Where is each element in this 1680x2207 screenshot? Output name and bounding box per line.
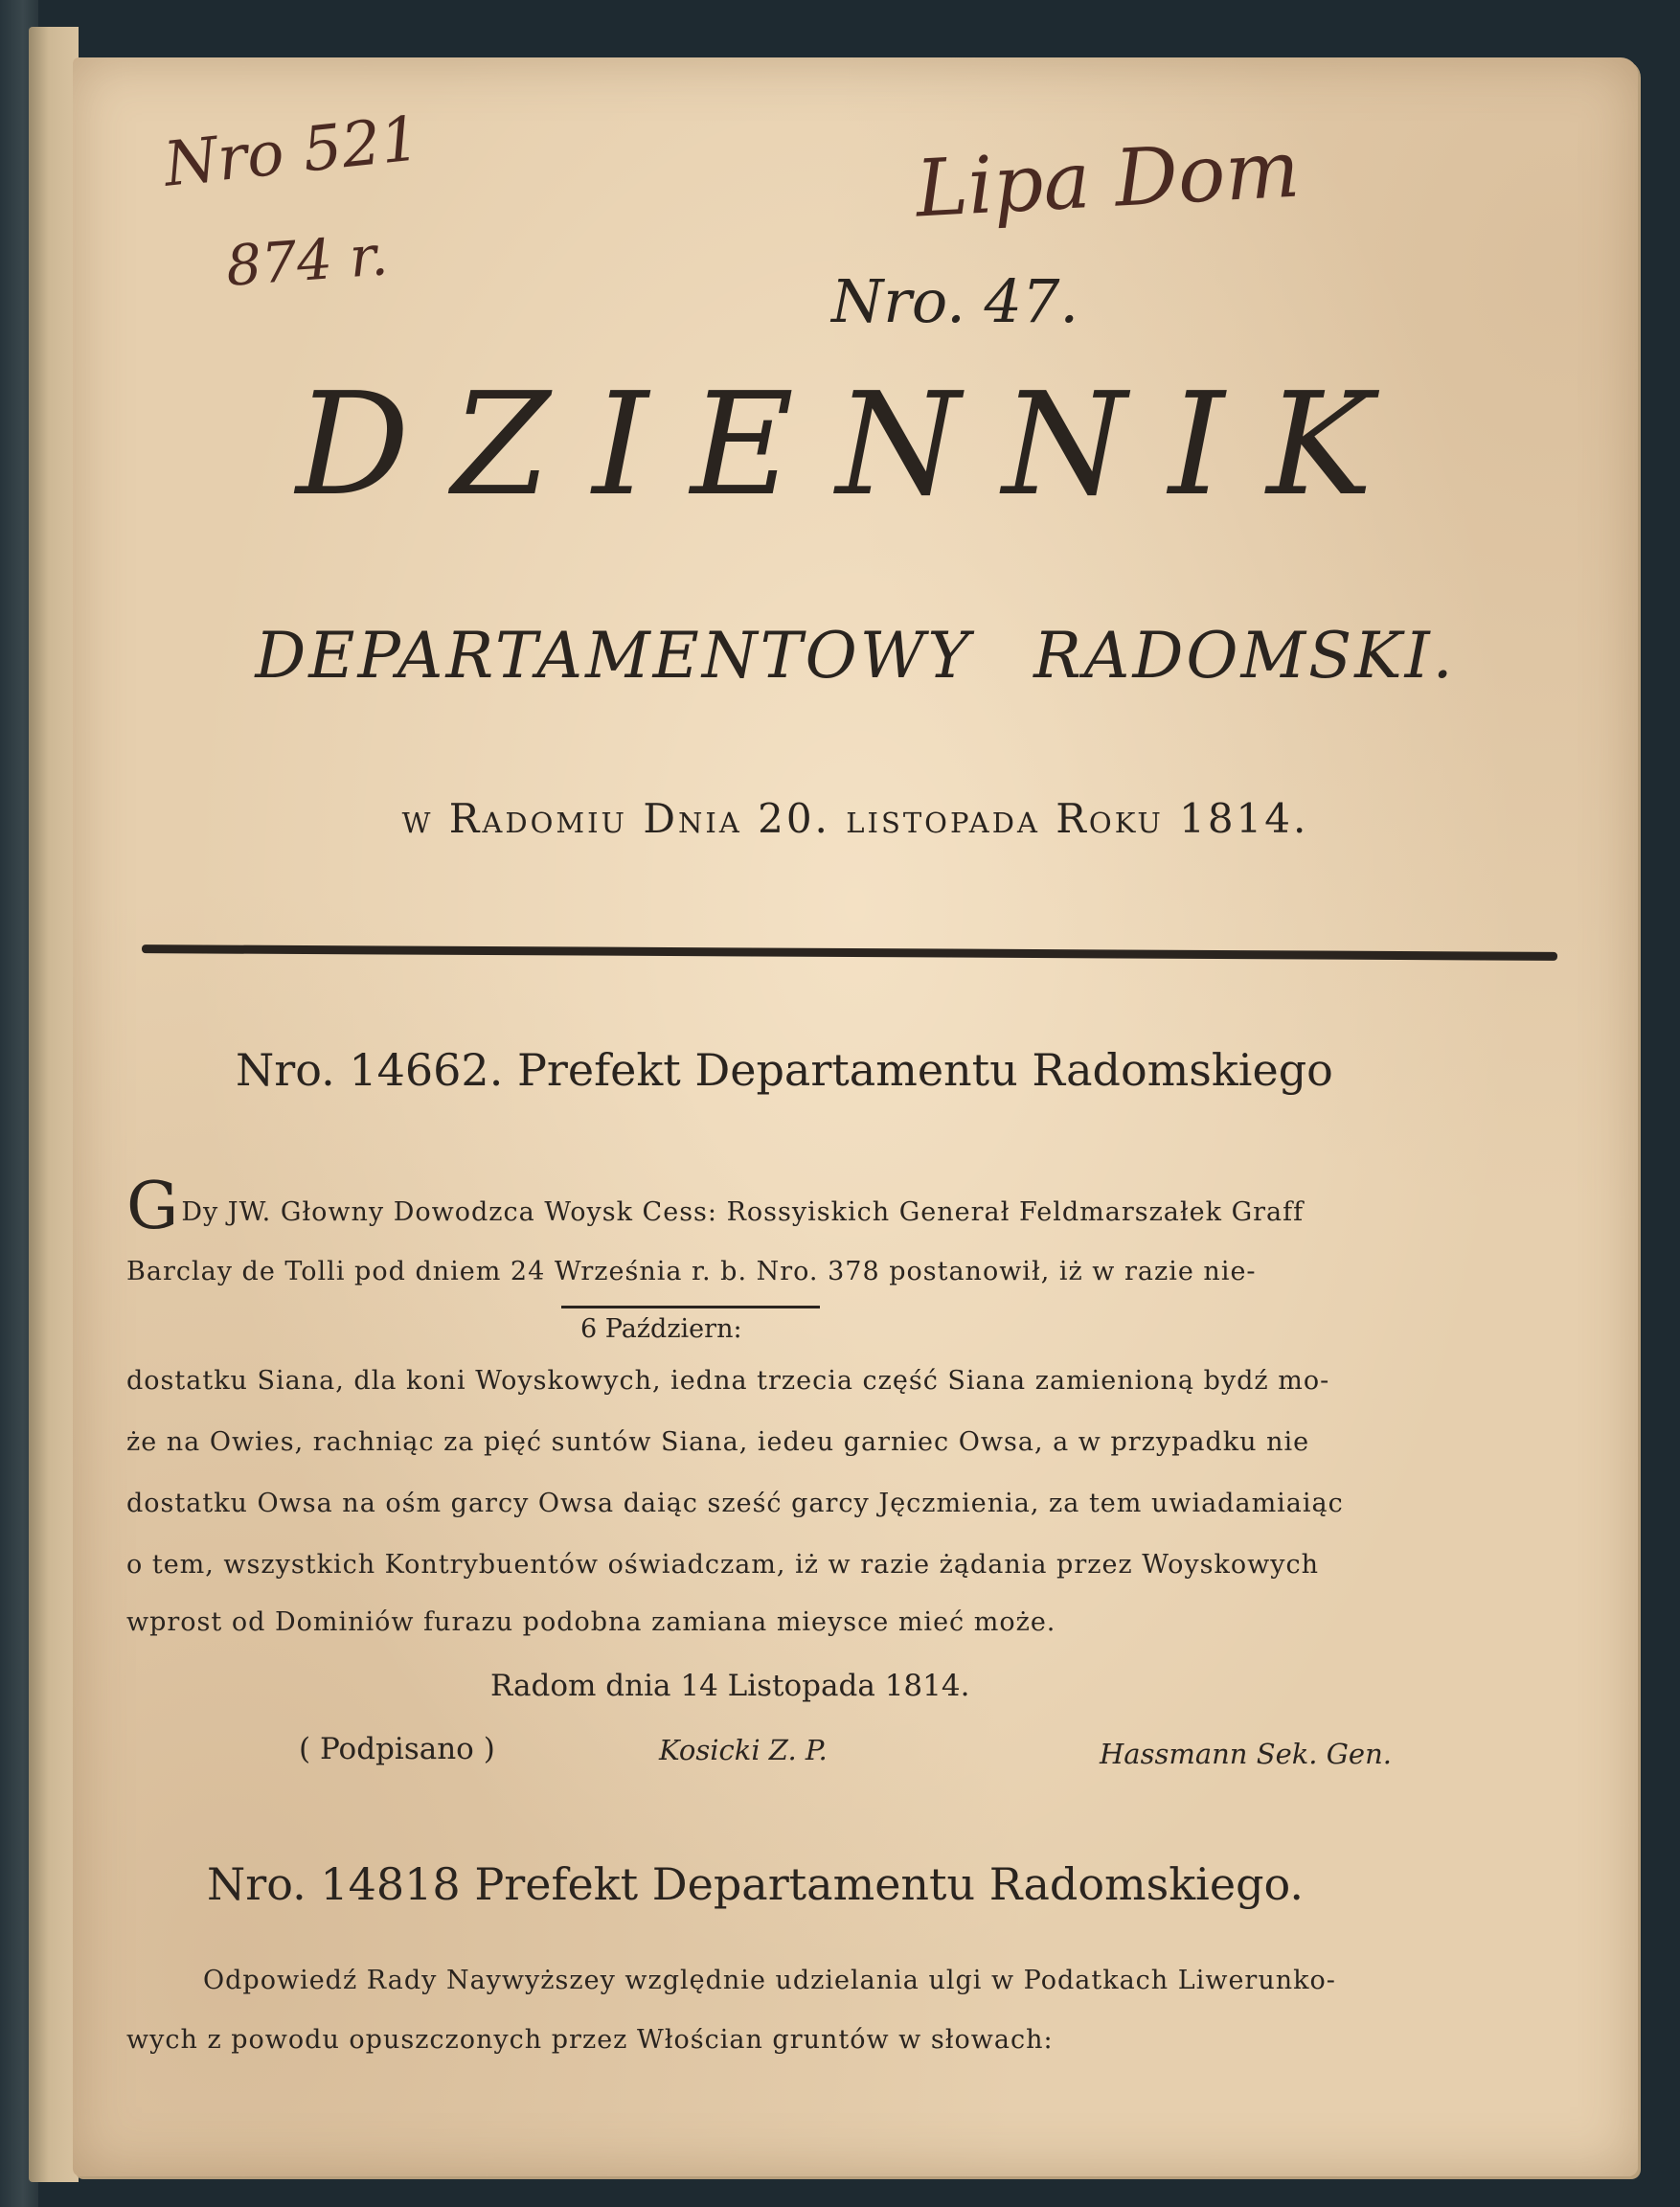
notice-1-line: że na Owies, rachniąc za pięć suntów Siana, iedeu garniec Owsa, a w przypadku nie (126, 1427, 1310, 1457)
masthead-subtitle: DEPARTAMENTOWY RADOMSKI. (255, 619, 1456, 693)
notice-1-line: wprost od Dominiów furazu podobna zamiana mieysce mieć może. (126, 1607, 1056, 1637)
masthead-title: DZIENNIK (295, 362, 1416, 527)
page-edge (29, 27, 79, 2182)
handwritten-inventory-number: Nro 521 (160, 103, 423, 201)
notice-1-line: o tem, wszystkich Kontrybuentów oświadczam, iż w razie żądania przez Woyskowych (126, 1550, 1320, 1580)
drop-cap: G (126, 1169, 180, 1244)
notice-1-line: GDy JW. Głowny Dowodzca Woysk Cess: Rossyiskich Generał Feldmarszałek Graff (126, 1169, 1305, 1244)
notice-2-line: wych z powodu opuszczonych przez Włościan gruntów w słowach: (126, 2025, 1054, 2055)
masthead-rule (142, 944, 1557, 961)
issue-number: Nro. 47. (831, 266, 1079, 336)
signed-label: ( Podpisano ) (299, 1732, 495, 1766)
notice-1-line: dostatku Owsa na ośm garcy Owsa daiąc sześć garcy Jęczmienia, za tem uwiadamiaiąc (126, 1489, 1344, 1518)
handwritten-reference: 874 r. (223, 222, 391, 299)
notice-1-line: dostatku Siana, dla koni Woyskowych, iedna trzecia część Siana zamienioną bydź mo- (126, 1366, 1330, 1396)
notice-1-line: Barclay de Tolli pod dniem 24 Września r. b. Nro. 378 postanowił, iż w razie nie- (126, 1257, 1257, 1286)
notice-1-heading: Nro. 14662. Prefekt Departamentu Radomskiego (236, 1044, 1333, 1096)
newspaper-page (73, 57, 1638, 2176)
place-date: Radom dnia 14 Listopada 1814. (490, 1669, 970, 1703)
notice-2-line: Odpowiedź Rady Naywyższey względnie udzielania ulgi w Podatkach Liwerunko- (203, 1966, 1336, 1995)
strikethrough-underline (561, 1306, 820, 1308)
handwritten-correction: 6 Październ: (580, 1314, 742, 1344)
secretary-signature: Hassmann Sek. Gen. (1100, 1738, 1392, 1770)
dateline: w Radomiu Dnia 20. listopada Roku 1814. (401, 795, 1309, 842)
handwritten-owner-note: Lipa Dom (913, 124, 1303, 236)
notice-2-heading: Nro. 14818 Prefekt Departamentu Radomskiego. (207, 1858, 1305, 1910)
prefect-signature: Kosicki Z. P. (659, 1734, 828, 1766)
